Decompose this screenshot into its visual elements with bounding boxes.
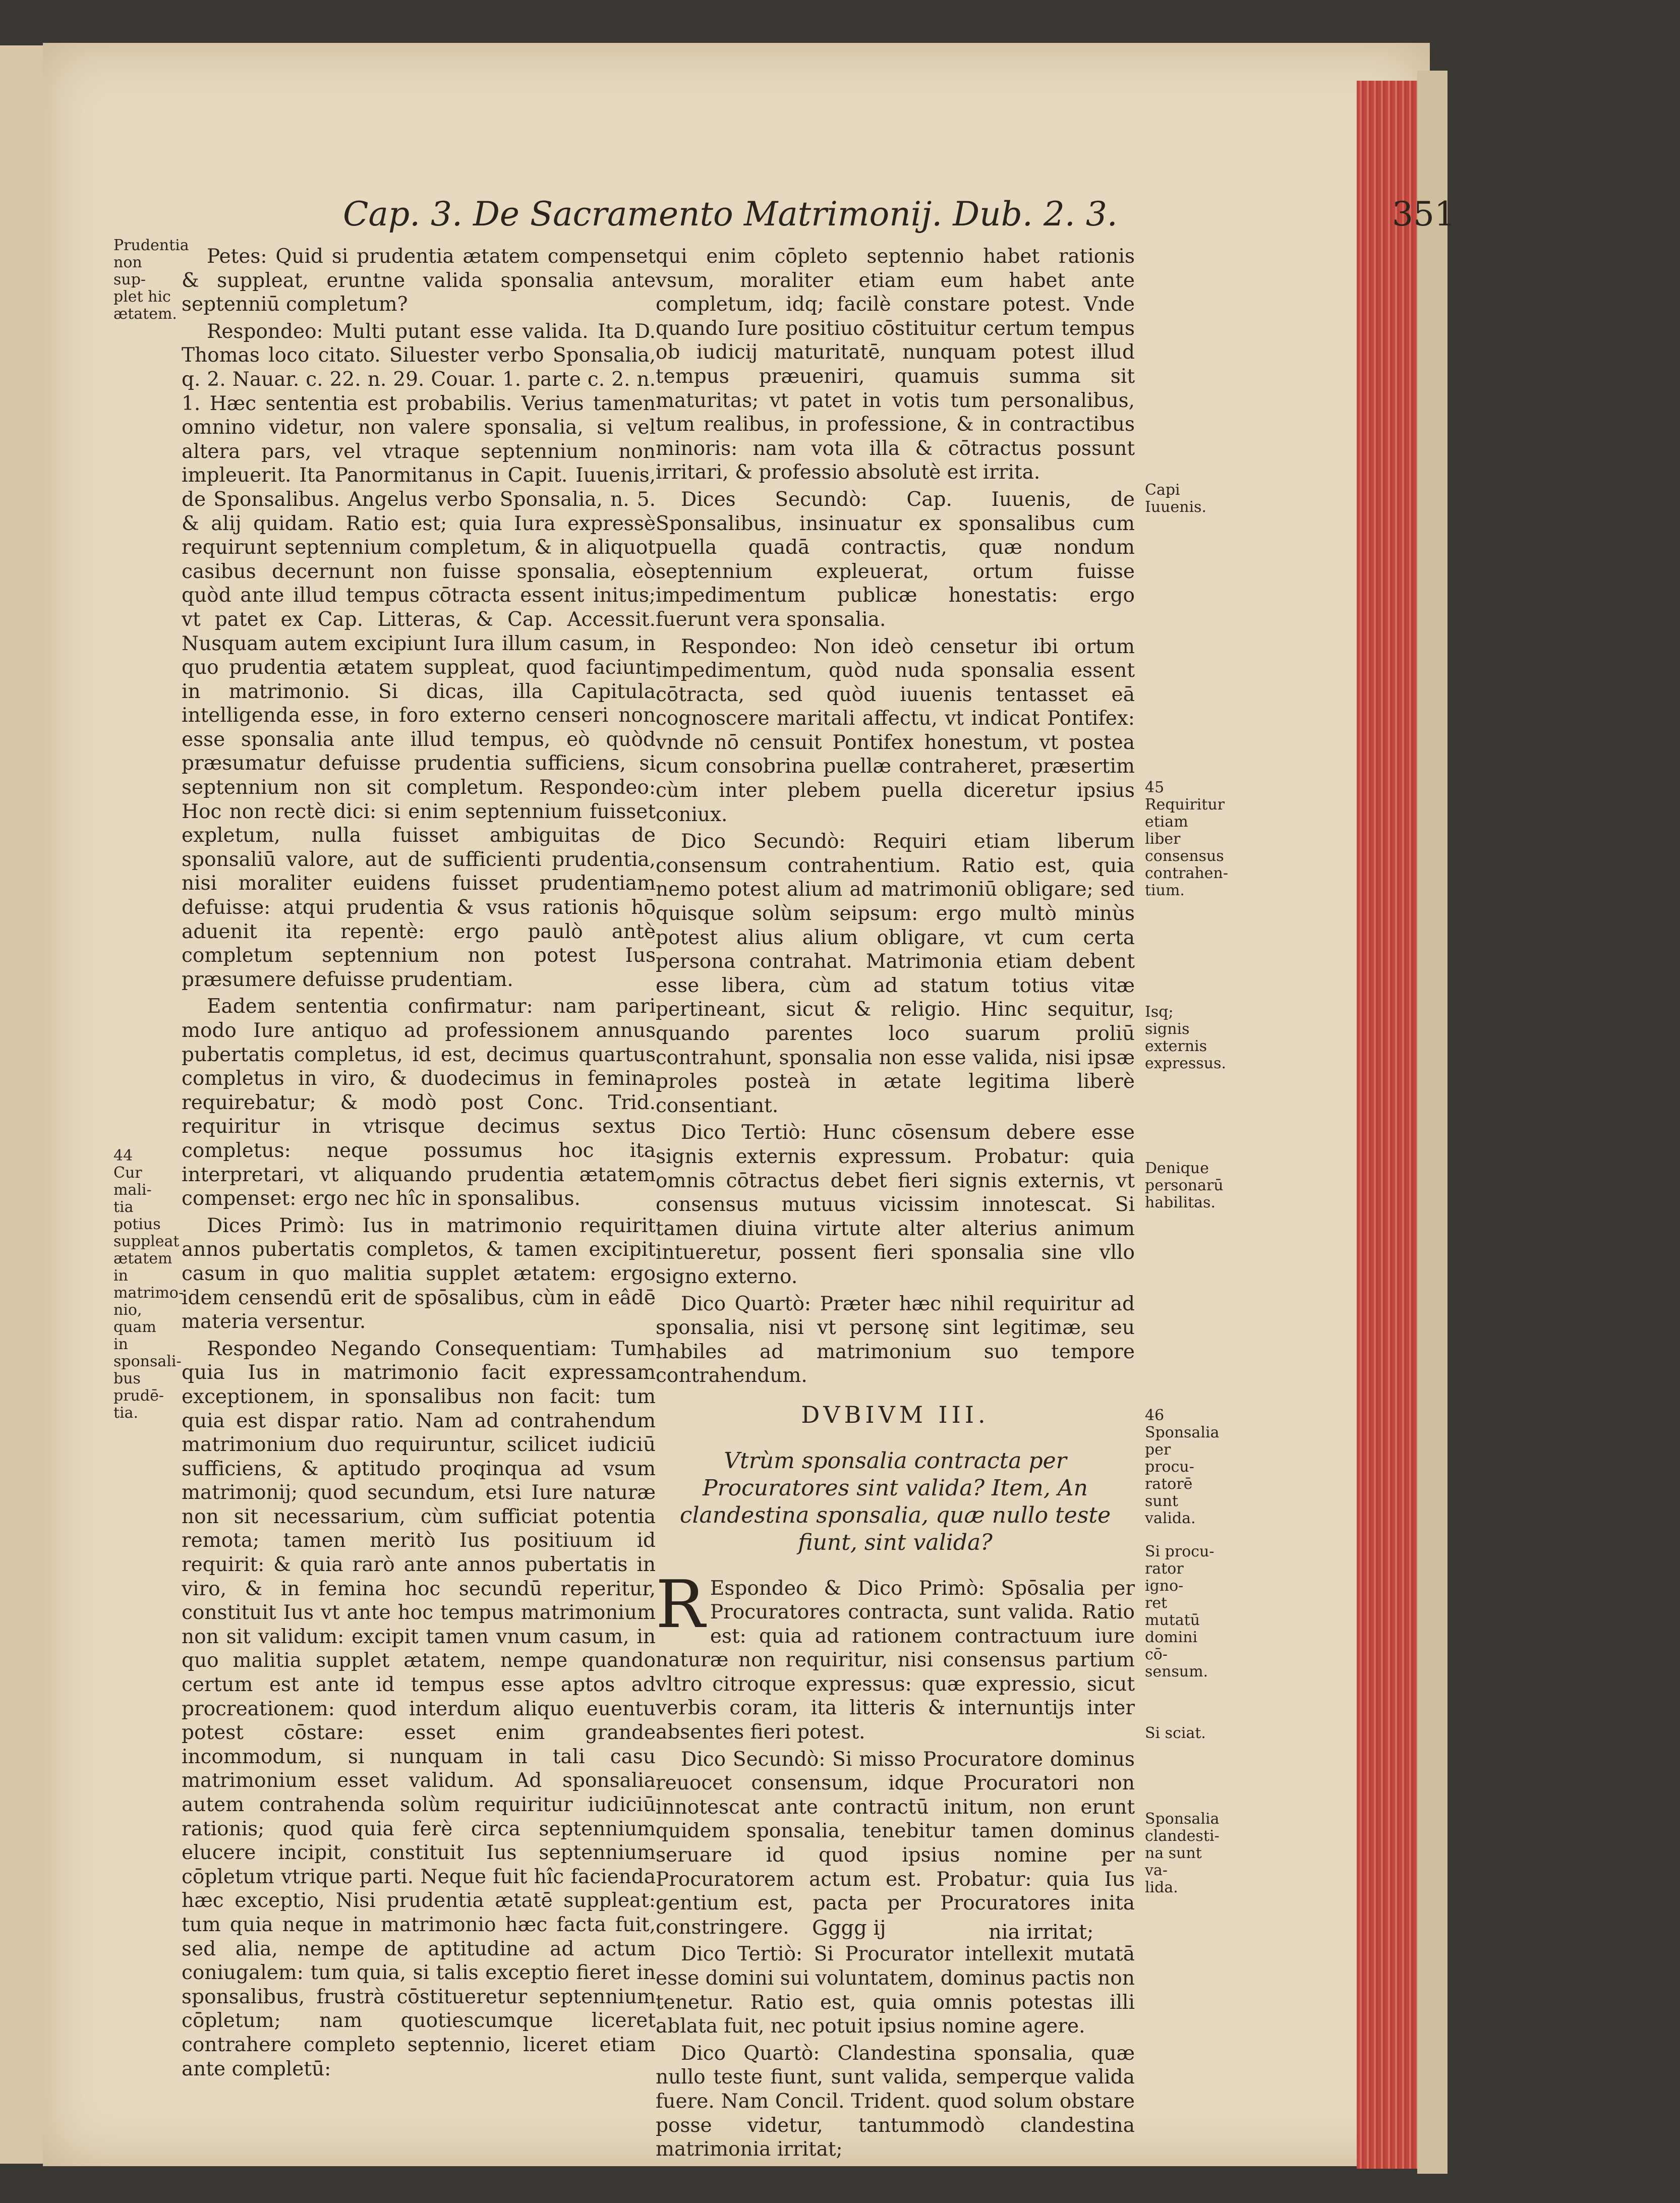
page-number: 351 <box>1392 195 1456 234</box>
left-column <box>182 245 656 2084</box>
margin-note: Capi Iuuenis. <box>1145 481 1207 516</box>
catchword: nia irritat; <box>989 1921 1094 1944</box>
right-column <box>656 245 1135 2165</box>
paragraph: qui enim cōpleto septennio habet rationis vsum, moraliter etiam eum habet ante completum, idq; facilè constare potest. Vnde quando Iure positiuo cōstituitur certum tempus ob iudicij maturitatē, nunquam potest illud tempus præueniri, quamuis summa sit maturitas; vt patet in votis tum personalibus, tum realibus, in professione, & in contractibus minoris: nam vota illa & cōtractus possunt irritari, & professio absolutè est irrita. <box>656 245 1135 484</box>
paragraph: Dices Primò: Ius in matrimonio requirit annos pubertatis completos, & tamen excipit casum in quo malitia supplet ætatem: ergo idem censendū erit de spōsalibus, cùm in eâdē materia versentur. <box>182 1214 656 1334</box>
paragraph <box>656 1566 1135 1745</box>
signature-mark: Gggg ij <box>812 1917 886 1940</box>
section-heading: DVBIVM III. <box>801 1401 990 1428</box>
margin-note: Si procu- rator igno- ret mutatū domini cō- sensum. <box>1145 1543 1214 1680</box>
running-head-title: Cap. 3. De Sacramento Matrimonij. Dub. 2. 3. <box>343 195 1118 234</box>
paragraph: Dico Quartò: Clandestina sponsalia, quæ nullo teste fiunt, sunt valida, semperque valida fuere. Nam Concil. Trident. quod solum obstare posse videtur, tantummodò clandestina matrimonia irritat; <box>656 2042 1135 2161</box>
margin-note: Denique personarū habilitas. <box>1145 1160 1224 1211</box>
paragraph: Dico Tertiò: Si Procurator intellexit mutatā esse domini sui voluntatem, dominus pactis non tenetur. Ratio est, quia omnis potestas illi ablata fuit, nec potuit ipsius nomine agere. <box>656 1943 1135 2038</box>
paragraph: Dico Secundò: Requiri etiam liberum consensum contrahentium. Ratio est, quia nemo potest alium ad matrimoniū obligare; sed quisque solùm seipsum: ergo multò minùs potest alius alium obligare, vt cum certa persona contrahat. Matrimonia etiam debent esse libera, cùm ad statum totius vitæ pertineant, sicut & religio. Hinc sequitur, quando parentes loco suarum proliū contrahunt, sponsalia non esse valida, nisi ipsæ proles posteà in ætate legitima liberè consentiant. <box>656 830 1135 1117</box>
margin-note: Prudentia non sup- plet hic ætatem. <box>113 237 189 323</box>
previous-page-edge <box>0 45 46 2164</box>
margin-note: Si sciat. <box>1145 1724 1206 1742</box>
outer-page-margin <box>1417 71 1447 2174</box>
margin-note: 46 Sponsalia per procu- ratorē sunt valida. <box>1145 1407 1220 1527</box>
margin-note: Sponsalia clandesti- na sunt va- lida. <box>1145 1810 1220 1896</box>
paragraph: Dico Secundò: Si misso Procuratore dominus reuocet consensum, idque Procuratori non innotescat ante contractū initum, non erunt quidem sponsalia, tenebitur tamen dominus seruare id quod ipsius nomine per Procuratorem actum est. Probatur: quia Ius gentium est, pacta per Procuratores inita constringere. <box>656 1748 1135 1939</box>
paragraph: Respondeo: Multi putant esse valida. Ita D. Thomas loco citato. Siluester verbo Sponsalia, q. 2. Nauar. c. 22. n. 29. Couar. 1. parte c. 2. n. 1. Hæc sententia est probabilis. Verius tamen omnino videtur, non valere sponsalia, si vel altera pars, vel vtraque septennium non impleuerit. Ita Panormitanus in Capit. Iuuenis, de Sponsalibus. Angelus verbo Sponsalia, n. 5. & alij quidam. Ratio est; quia Iura expressè requirunt septennium completum, & in aliquot casibus decernunt non fuisse sponsalia, eò quòd ante illud tempus cōtracta essent initus; vt patet ex Cap. Litteras, & Cap. Accessit. Nusquam autem excipiunt Iura illum casum, in quo prudentia ætatem suppleat, quod faciunt in matrimonio. Si dicas, illa Capitula intelligenda esse, in foro externo censeri non esse sponsalia ante illud tempus, eò quòd præsumatur defuisse prudentia sufficiens, si septennium non sit completum. Respondeo: Hoc non rectè dici: si enim septennium fuisset expletum, nulla fuisset ambiguitas de sponsaliū valore, aut de sufficienti prudentia, nisi moraliter euidens fuisset prudentiam defuisse: atqui prudentia & vsus rationis hō aduenit ita repentè: ergo paulò antè completum septennium non potest Ius præsumere defuisse prudentiam. <box>182 320 656 991</box>
paragraph: Respondeo Negando Consequentiam: Tum quia Ius in matrimonio facit expressam exceptionem, in sponsalibus non facit: tum quia est dispar ratio. Nam ad contrahendum matrimonium duo requiruntur, scilicet iudiciū sufficiens, & aptitudo proqinqua ad vsum matrimonij; quod secundum, etsi Iure naturæ non sit necessarium, cùm sufficiat potentia remota; tamen meritò Ius positiuum id requirit: & quia rarò ante annos pubertatis in viro, & in femina hoc secundū reperitur, constituit Ius vt ante hoc tempus matrimonium non sit validum: excipit tamen vnum casum, in quo malitia supplet ætatem, nempe quando certum est ante id tempus esse aptos ad procreationem: quod interdum aliquo euentu potest cōstare: esset enim grande incommodum, si nunquam in tali casu matrimonium esset validum. Ad sponsalia autem contrahenda solùm requiritur iudiciū rationis; quod quia ferè circa septennium elucere incipit, constituit Ius septennium cōpletum vtrique parti. Neque fuit hîc facienda hæc exceptio, Nisi prudentia ætatē suppleat: tum quia neque in matrimonio hæc facta fuit, sed alia, nempe de aptitudine ad actum coniugalem: tum quia, si talis exceptio fieret in sponsalibus, frustrà cōstitueretur septennium cōpletum; nam quotiescumque liceret contrahere completo septennio, liceret etiam ante completū: <box>182 1337 656 2080</box>
paragraph: Petes: Quid si prudentia ætatem compenset & suppleat, eruntne valida sponsalia ante septenniū completum? <box>182 245 656 316</box>
drop-cap: R <box>656 1566 705 1643</box>
margin-note: Isq; signis externis expressus. <box>1145 1003 1227 1072</box>
margin-note: 45 Requiritur etiam liber consensus contrahen- tium. <box>1145 779 1228 899</box>
paragraph: Respondeo: Non ideò censetur ibi ortum impedimentum, quòd nuda sponsalia essent cōtracta, sed quòd iuuenis tentasset eā cognoscere maritali affectu, vt indicat Pontifex: vnde nō censuit Pontifex honestum, vt postea cum consobrina puellæ contraheret, præsertim cùm inter plebem puella diceretur ipsius coniux. <box>656 635 1135 826</box>
paragraph: Dico Quartò: Præter hæc nihil requiritur ad sponsalia, nisi vt personę sint legitimæ, seu habiles ad matrimonium suo tempore contrahendum. <box>656 1292 1135 1387</box>
red-page-edges <box>1357 81 1417 2169</box>
paragraph: Dico Tertiò: Hunc cōsensum debere esse signis externis expressum. Probatur: quia omnis cōtractus debet fieri signis externis, vt consensus mutuus vicissim innotescat. Si tamen diuina virtute alter alterius animum intueretur, possent fieri sponsalia sine vllo signo externo. <box>656 1121 1135 1288</box>
section-question: Vtrùm sponsalia contracta per Procuratores sint valida? Item, An clandestina sponsalia, quæ nullo teste fiunt, sint valida? <box>679 1447 1111 1555</box>
margin-note: 44 Cur mali- tia potius suppleat ætatem in matrimo- nio, quam in sponsali- bus prudē- tia. <box>113 1147 184 1422</box>
paragraph: Dices Secundò: Cap. Iuuenis, de Sponsalibus, insinuatur ex sponsalibus cum puella quadā contractis, quæ nondum septennium expleuerat, ortum fuisse impedimentum publicæ honestatis: ergo fuerunt vera sponsalia. <box>656 488 1135 631</box>
paragraph: Eadem sententia confirmatur: nam pari modo Iure antiquo ad professionem annus pubertatis completus, id est, decimus quartus completus in viro, & duodecimus in femina requirebatur; & modò post Conc. Trid. requiritur in vtrisque decimus sextus completus: neque possumus hoc ita interpretari, vt aliquando prudentia ætatem compenset: ergo nec hîc in sponsalibus. <box>182 995 656 1210</box>
running-head <box>343 194 1456 235</box>
paragraph-text: Espondeo & Dico Primò: Spōsalia per Procuratores contracta, sunt valida. Ratio est: quia ad rationem contractuum iure naturæ non requiritur, nisi consensus partium vltro citroque expressus: quæ expressio, sicut verbis coram, ita litteris & internuntijs inter absentes fieri potest. <box>656 1577 1135 1744</box>
